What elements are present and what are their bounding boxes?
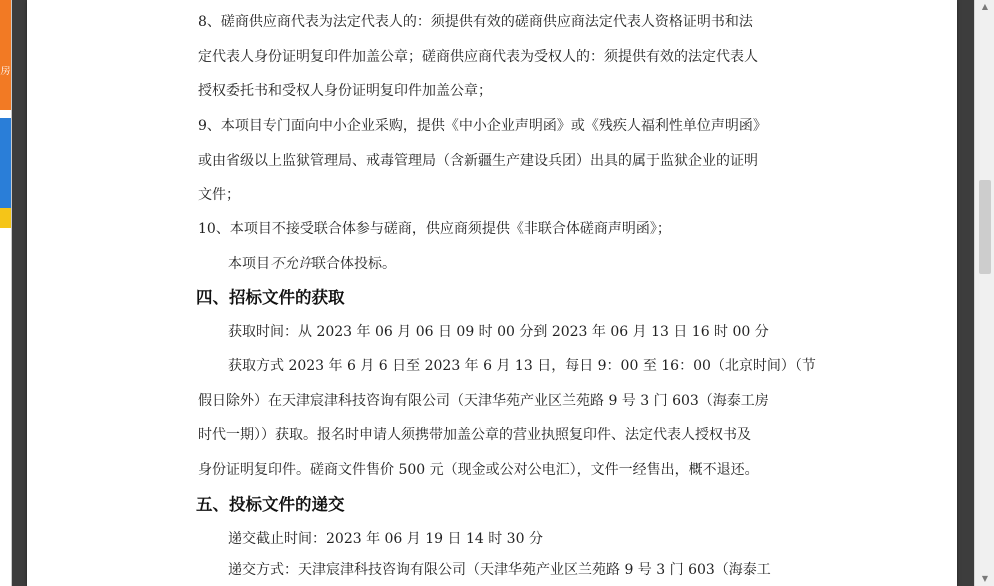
document-page bbox=[27, 0, 957, 586]
scroll-down-arrow-icon[interactable]: ▼ bbox=[981, 574, 989, 583]
scroll-up-arrow-icon[interactable]: ▲ bbox=[981, 2, 989, 11]
section-4-line-4: 时代一期））获取。报名时申请人须携带加盖公章的营业执照复印件、法定代表人授权书及 bbox=[198, 427, 751, 443]
consortium-line bbox=[228, 253, 396, 275]
section-5-line-1: 递交截止时间：2023 年 06 月 19 日 14 时 30 分 bbox=[228, 531, 543, 547]
left-fragment-text: 房 bbox=[0, 66, 11, 77]
handwritten-fill: 不允许 bbox=[270, 256, 312, 272]
left-orange-block bbox=[0, 0, 11, 110]
left-yellow-block bbox=[0, 208, 11, 228]
body-line-7: 10、本项目不接受联合体参与磋商，供应商须提供《非联合体磋商声明函》； bbox=[198, 221, 671, 237]
body-line-3: 授权委托书和受权人身份证明复印件加盖公章； bbox=[198, 83, 492, 99]
section-4-line-1: 获取时间：从 2023 年 06 月 06 日 09 时 00 分到 2023 年 06 月 13 日 16 时 00 分 bbox=[228, 324, 769, 340]
section-4-line-3: 假日除外）在天津宸津科技咨询有限公司（天津华苑产业区兰苑路 9 号 3 门 603（海泰工房 bbox=[198, 393, 769, 409]
scroll-thumb[interactable] bbox=[979, 180, 991, 274]
vertical-scrollbar[interactable] bbox=[974, 0, 994, 586]
section-4-line-5: 身份证明复印件。磋商文件售价 500 元（现金或公对公电汇），文件一经售出，概不退还。 bbox=[198, 462, 759, 478]
body-line-1: 8、磋商供应商代表为法定代表人的：须提供有效的磋商供应商法定代表人资格证明书和法 bbox=[198, 14, 753, 30]
section-4-line-2: 获取方式 2023 年 6 月 6 日至 2023 年 6 月 13 日，每日 9：00 至 16：00（北京时间）（节 bbox=[228, 358, 816, 374]
left-side-panel bbox=[0, 0, 12, 586]
body-line-4: 9、本项目专门面向中小企业采购，提供《中小企业声明函》或《残疾人福利性单位声明函》 bbox=[198, 118, 767, 134]
consortium-suffix: 联合体投标。 bbox=[312, 256, 396, 272]
body-line-2: 定代表人身份证明复印件加盖公章；磋商供应商代表为受权人的：须提供有效的法定代表人 bbox=[198, 49, 758, 65]
left-blue-block bbox=[0, 118, 11, 208]
body-line-5: 或由省级以上监狱管理局、戒毒管理局（含新疆生产建设兵团）出具的属于监狱企业的证明 bbox=[198, 153, 758, 169]
section-4-heading: 四、招标文件的获取 bbox=[196, 288, 345, 307]
body-line-6: 文件； bbox=[198, 187, 240, 203]
consortium-prefix: 本项目 bbox=[228, 256, 270, 272]
section-5-line-2: 递交方式：天津宸津科技咨询有限公司（天津华苑产业区兰苑路 9 号 3 门 603（海泰工 bbox=[228, 562, 771, 578]
section-5-heading: 五、投标文件的递交 bbox=[196, 495, 345, 514]
